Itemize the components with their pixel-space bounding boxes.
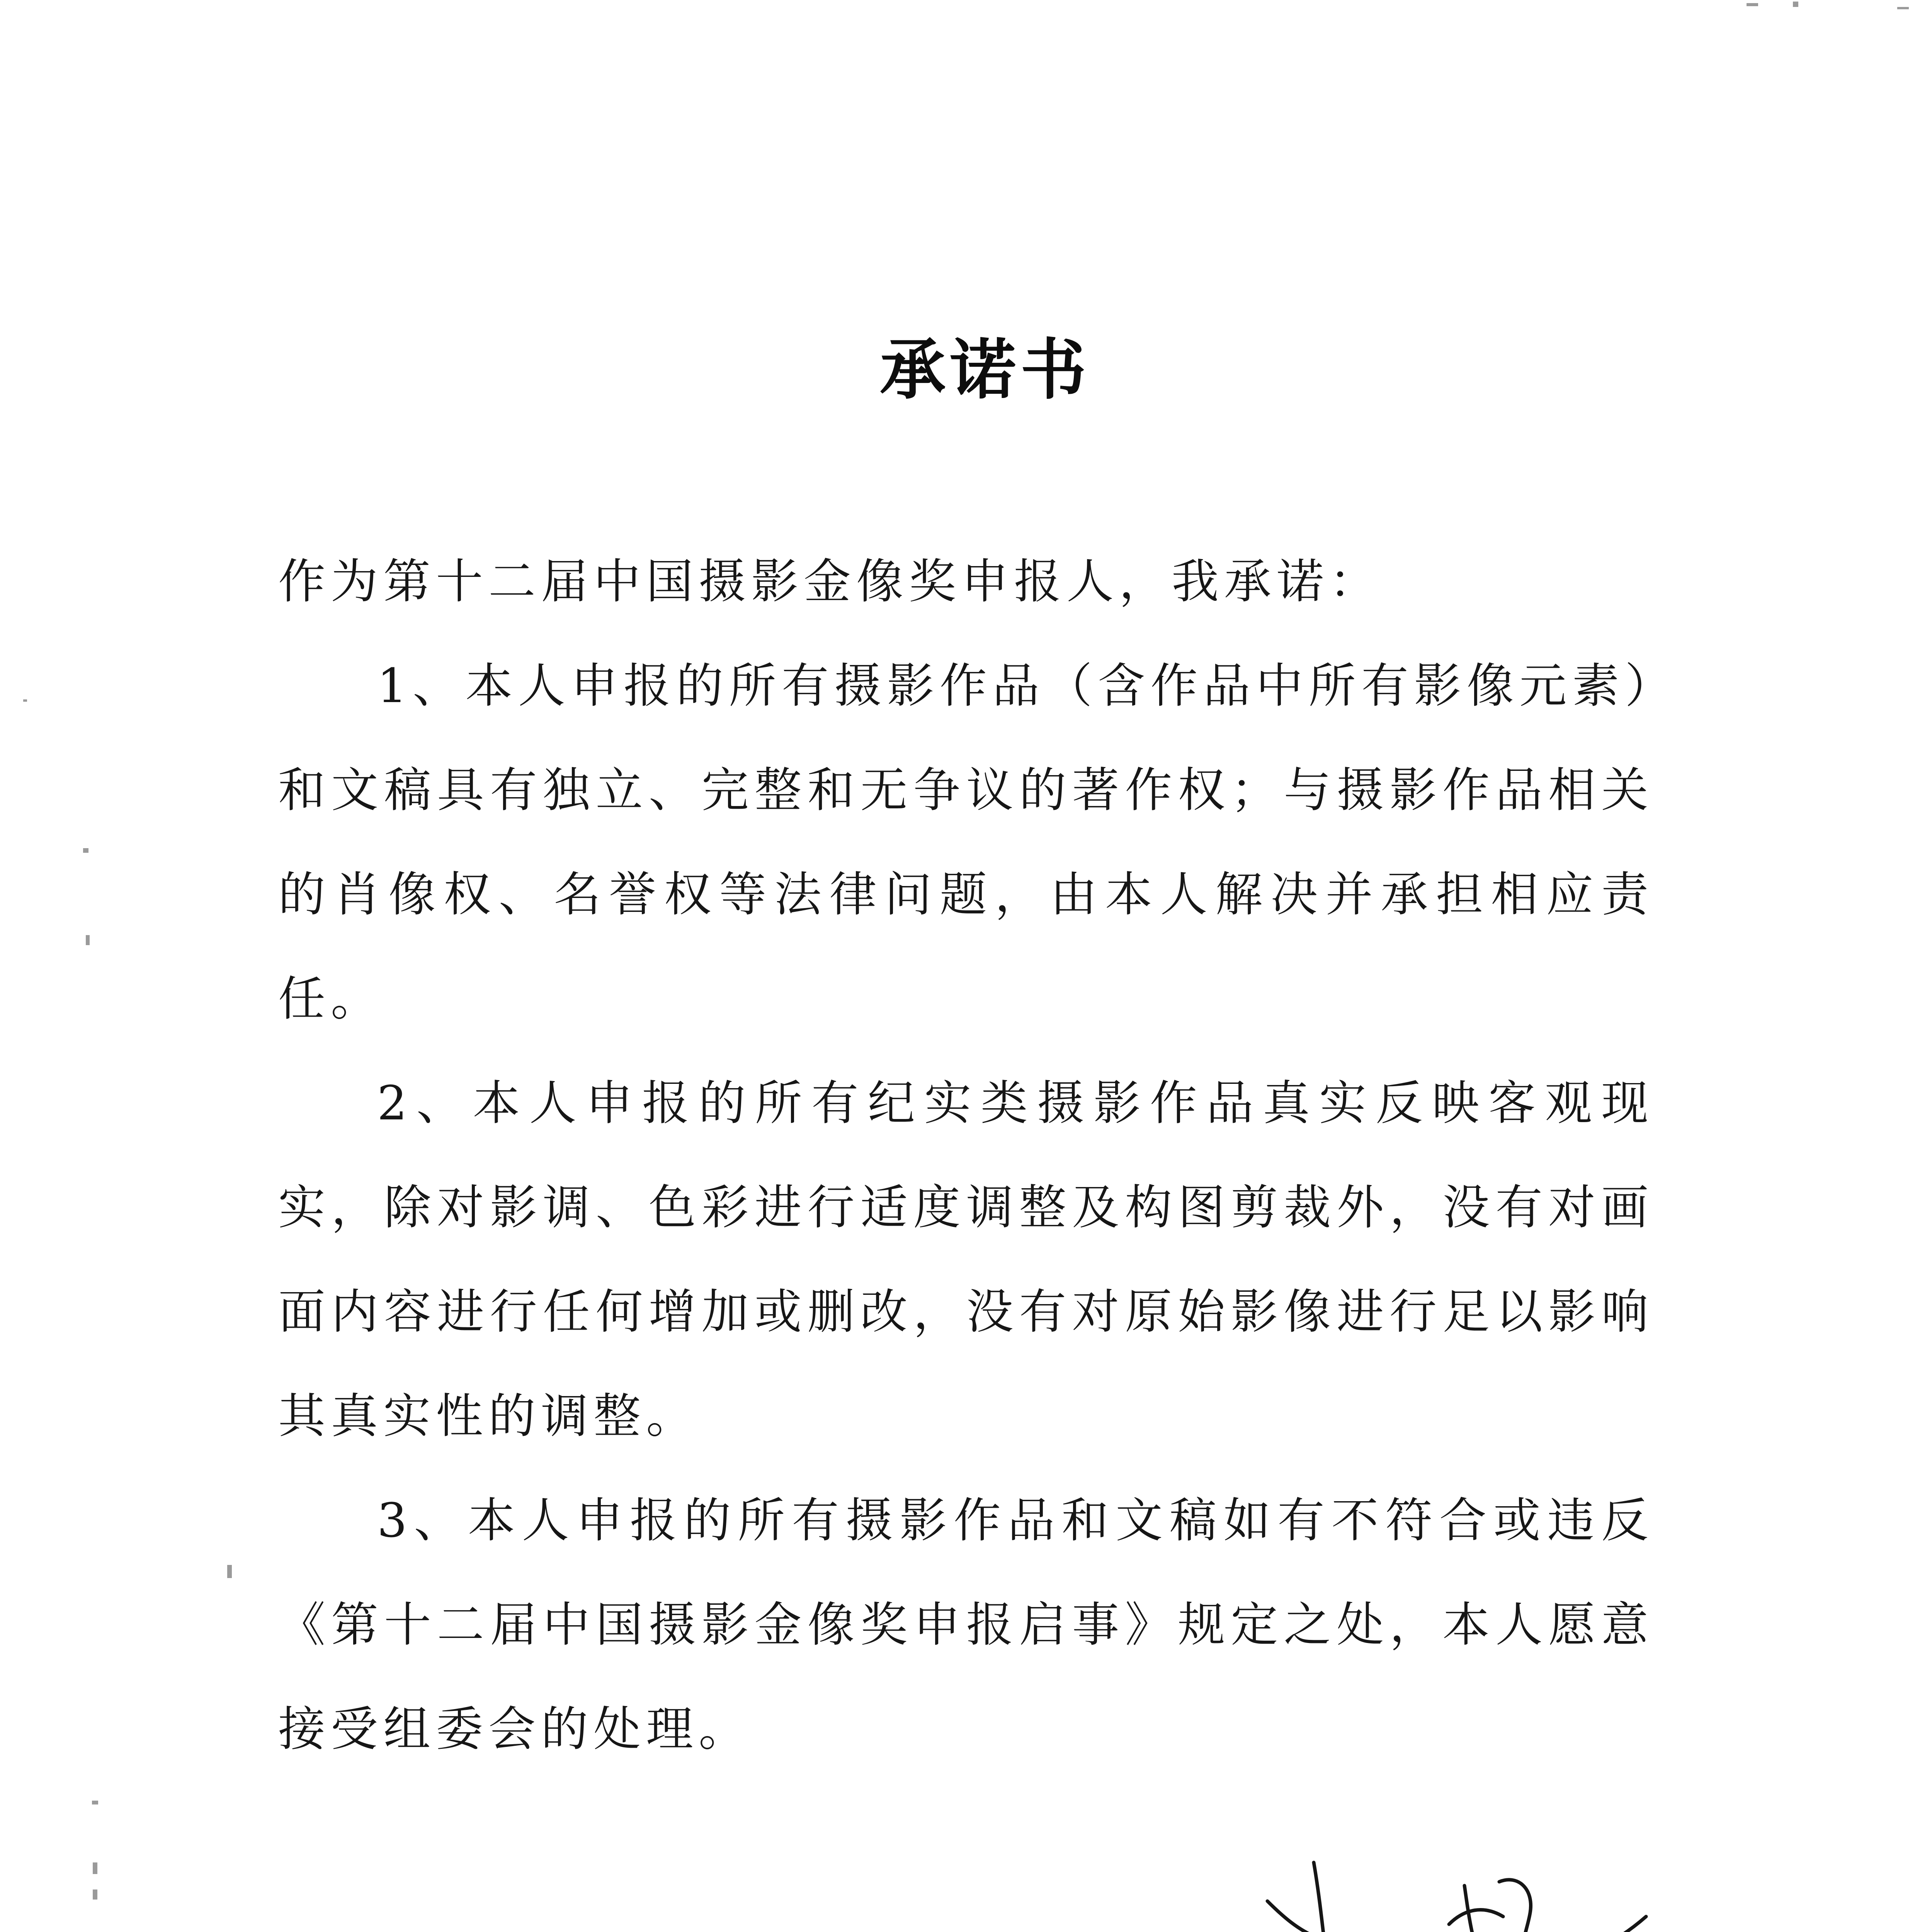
- intro-paragraph: 作为第十二届中国摄影金像奖申报人，我承诺：: [278, 554, 1382, 609]
- document-title: 承诺书: [879, 332, 1091, 408]
- commitment-item-3: 3、本人申报的所有摄影作品和文稿如有不符合或违反《第十二届中国摄影金像奖申报启事》规定之处，本人愿意接受组委会的处理。: [278, 1493, 1654, 1757]
- handwritten-signature: [1217, 1847, 1700, 1932]
- commitment-item-1: 1、本人申报的所有摄影作品（含作品中所有影像元素）和文稿具有独立、完整和无争议的著作权；与摄影作品相关的肖像权、名誉权等法律问题，由本人解决并承担相应责任。: [278, 658, 1654, 1026]
- commitment-item-2: 2、本人申报的所有纪实类摄影作品真实反映客观现实，除对影调、色彩进行适度调整及构图剪裁外，没有对画面内容进行任何增加或删改，没有对原始影像进行足以影响其真实性的调整。: [278, 1076, 1654, 1444]
- document-body: [278, 529, 1654, 1781]
